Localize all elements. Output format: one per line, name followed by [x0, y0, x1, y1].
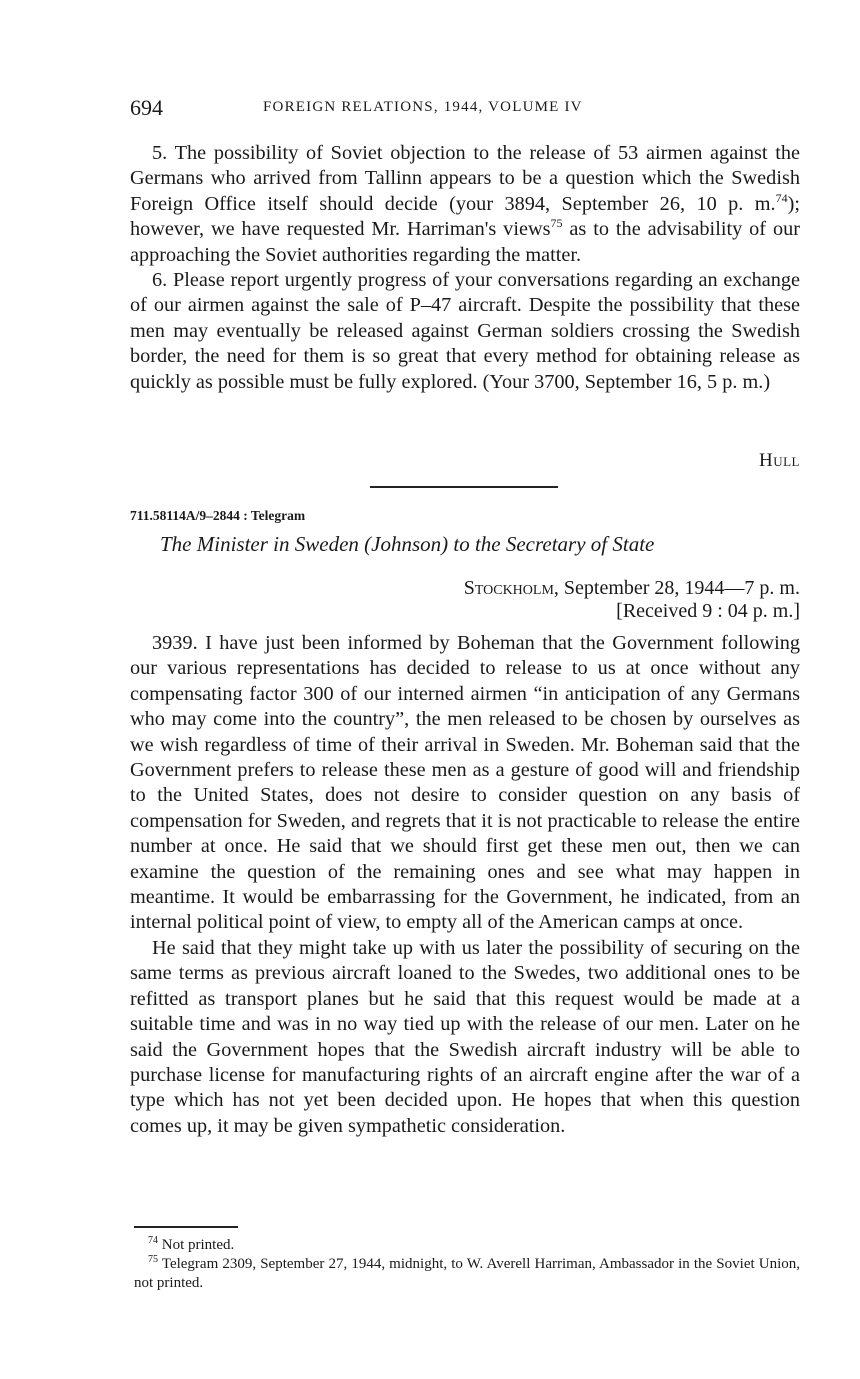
dateline-date: , September 28, 1944—7 p. m.	[553, 577, 800, 599]
telegram-body	[130, 631, 800, 1139]
footnote-ref-75: 75	[550, 216, 563, 231]
paragraph-6: 6. Please report urgently progress of your conversations regarding an exchange of our airmen against the sale of P–47 aircraft. Despite the possibility that these men may eventually be released against German soldiers crossing the Swedish border, the need for them is so great that every method for obtaining release as quickly as possible must be fully explored. (Your 3700, September 16, 5 p. m.)	[130, 269, 800, 393]
footnote-ref-74: 74	[775, 191, 788, 206]
document-title: The Minister in Sweden (Johnson) to the Secretary of State	[160, 532, 655, 556]
dateline-place: Stockholm	[463, 577, 554, 599]
footnote-75	[134, 1255, 800, 1293]
paragraph-aircraft: He said that they might take up with us later the possibility of securing on the same terms as previous aircraft loaned to the Swedes, two additional ones to be refitted as transport planes but he said that this request would be made at a suitable time and was in no way tied up with the release of our men. Later on he said the Government hopes that the Swedish aircraft industry will be able to purchase license for manufacturing rights of an aircraft engine after the war of a type which has not yet been decided upon. He hopes that when this question comes up, it may be given sympathetic consideration.	[130, 936, 800, 1137]
paragraph-5	[130, 141, 800, 268]
page-header	[130, 95, 800, 125]
footnote-mark: 74	[148, 1235, 158, 1246]
footnote-mark: 75	[148, 1254, 158, 1265]
footnote-74	[134, 1236, 800, 1255]
paragraph-5-text-a: 5. The possibility of Soviet objection to the release of 53 airmen against the Germans who arrived from Tallinn appears to be a question which the Swedish Foreign Office itself should decide (your 3894, September 26, 10 p. m.	[130, 142, 800, 215]
footnotes	[134, 1236, 800, 1293]
footnote-text: Not printed.	[158, 1237, 235, 1253]
dateline	[464, 577, 800, 600]
footnote-text: Telegram 2309, September 27, 1944, midnight, to W. Averell Harriman, Ambassador in the Soviet Union, not printed.	[134, 1256, 800, 1291]
signature: Hull	[759, 450, 800, 471]
paragraph-5-text-c: as to the advisability of our approaching the Soviet authorities regarding the matter.	[130, 218, 800, 266]
footnote-divider	[134, 1226, 238, 1228]
page-number: 694	[130, 95, 163, 120]
telegram-continuation	[130, 141, 800, 395]
received-line: [Received 9 : 04 p. m.]	[616, 600, 800, 622]
paragraph-5-text-b: ); however, we have requested Mr. Harriman's views	[130, 192, 800, 241]
section-divider	[370, 486, 558, 488]
paragraph-3939: 3939. I have just been informed by Boheman that the Government following our various representations has decided to release to us at once without any compensating factor 300 of our interned airmen “in anticipation of any Germans who may come into the country”, the men released to be chosen by ourselves as we wish regardless of time of their arrival in Sweden. Mr. Boheman said that the Government prefers to release these men as a gesture of good will and friendship to the United States, does not desire to consider question on any basis of compensation for Sweden, and regrets that it is not practicable to release the entire number at once. He said that we should first get these men out, then we can examine the question of the remaining ones and see what may happen in meantime. It would be embarrassing for the Government, he indicated, from an internal political point of view, to empty all of the American camps at once.	[130, 632, 800, 934]
file-reference: 711.58114A/9–2844 : Telegram	[130, 508, 306, 523]
running-head: FOREIGN RELATIONS, 1944, VOLUME IV	[263, 99, 583, 115]
